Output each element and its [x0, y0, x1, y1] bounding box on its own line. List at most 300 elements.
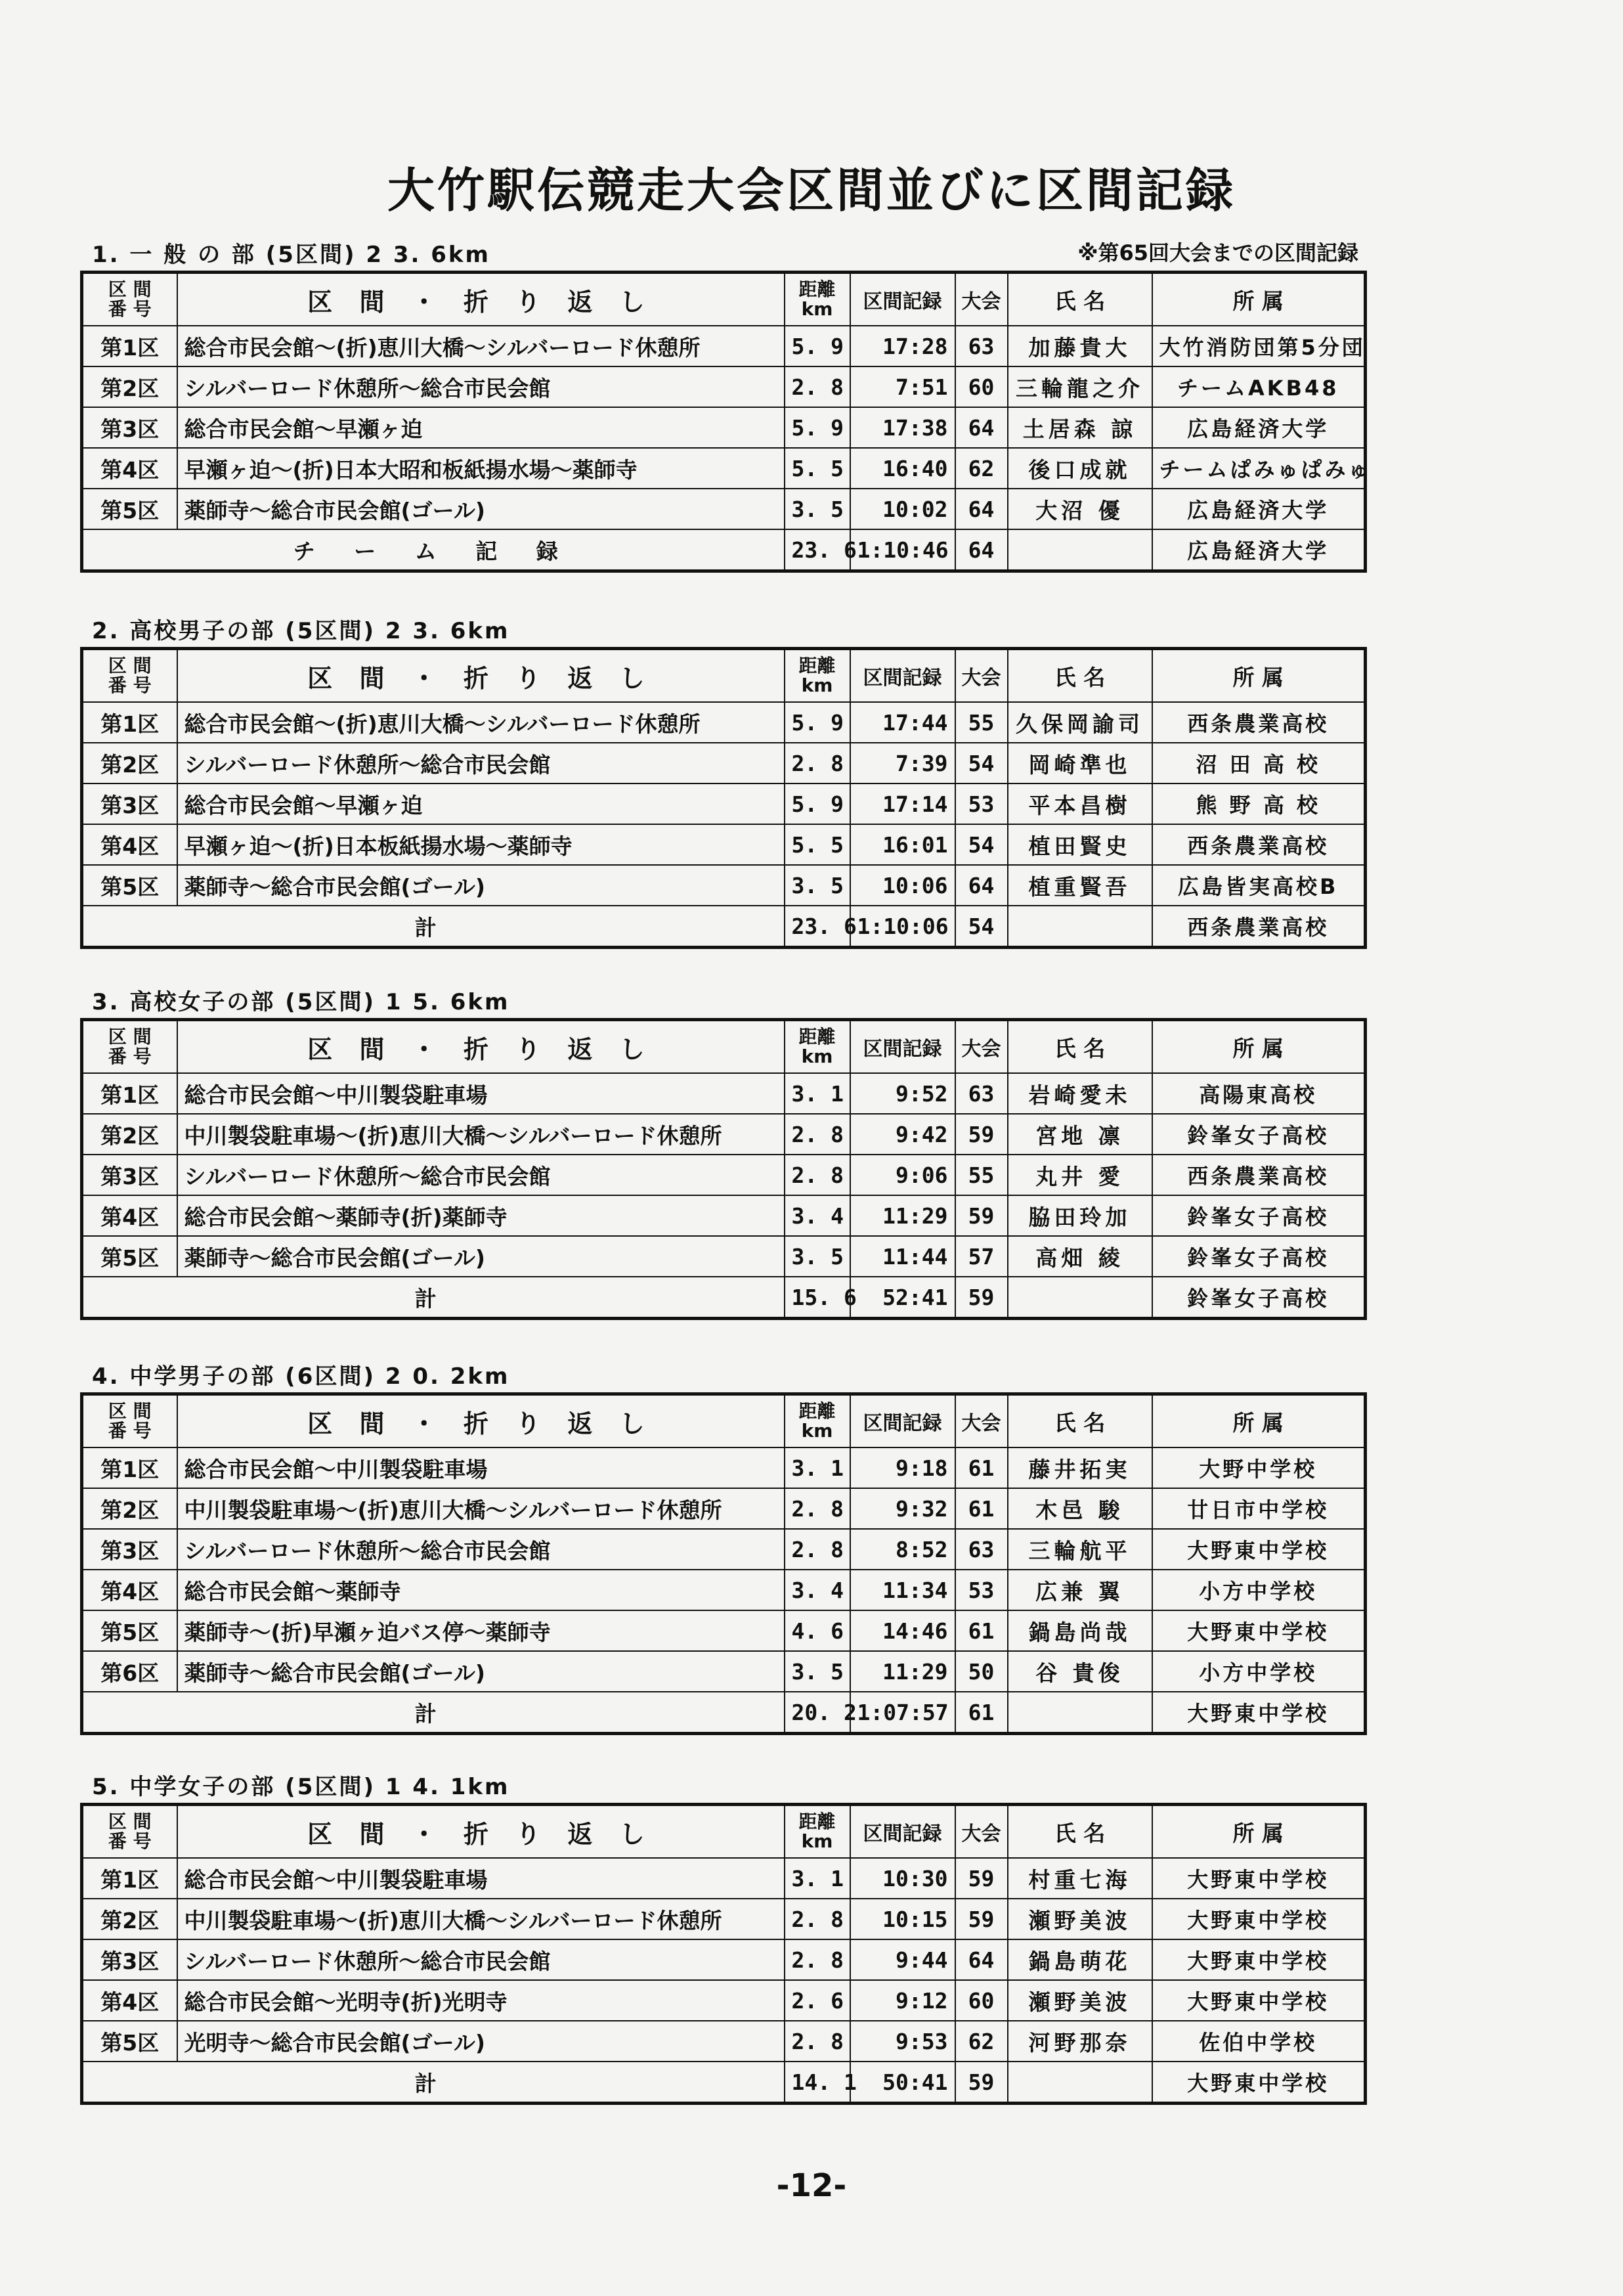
page-title: 大竹駅伝競走大会区間並びに区間記録	[387, 163, 1236, 218]
total-cell-runner-name	[1008, 1277, 1152, 1319]
cell-section-no: 第3区	[82, 407, 177, 448]
total-cell-affiliation: 西条農業高校	[1152, 906, 1366, 948]
record-section-1	[80, 231, 1372, 573]
header-section	[177, 649, 785, 703]
header-edition	[955, 649, 1008, 703]
header-record	[850, 273, 955, 326]
cell-runner-name: 藤井拓実	[1008, 1447, 1152, 1488]
table-row	[82, 1488, 1366, 1529]
table-row	[82, 1899, 1366, 1939]
record-section-5	[80, 1763, 1364, 2105]
cell-affiliation: 西条農業高校	[1152, 824, 1366, 865]
table-row	[82, 702, 1366, 743]
records-table	[80, 1803, 1367, 2105]
section-title: 1. 一 般 の 部 (5区間) 2 3. 6km	[92, 242, 490, 268]
header-record	[850, 1805, 955, 1859]
header-edition-text: 大会	[961, 1412, 1001, 1435]
cell-edition: 59	[955, 1899, 1008, 1939]
header-name-text: 氏 名	[1054, 288, 1106, 314]
cell-affiliation: 小方中学校	[1152, 1651, 1366, 1692]
header-section-text: 区 間 ・ 折 り 返 し	[307, 1034, 654, 1064]
header-record-text: 区間記録	[863, 1038, 942, 1061]
header-section-no	[82, 649, 177, 703]
record-section-3	[80, 979, 1364, 1320]
cell-distance: 2. 8	[785, 1488, 850, 1529]
header-affiliation-text: 所 属	[1232, 664, 1284, 690]
cell-affiliation: 大野東中学校	[1152, 1980, 1366, 2021]
cell-affiliation: チームぱみゅぱみゅ	[1152, 448, 1366, 489]
cell-section-route: シルバーロード休憩所～総合市民会館	[177, 1939, 785, 1980]
cell-edition: 59	[955, 1858, 1008, 1899]
cell-runner-name: 岩崎愛未	[1008, 1073, 1152, 1114]
cell-runner-name: 瀬野美波	[1008, 1980, 1152, 2021]
header-record-text: 区間記録	[863, 667, 942, 690]
cell-affiliation: 鈴峯女子高校	[1152, 1114, 1366, 1155]
header-edition	[955, 273, 1008, 326]
cell-distance: 5. 5	[785, 824, 850, 865]
cell-distance: 2. 8	[785, 743, 850, 784]
cell-affiliation: 小方中学校	[1152, 1570, 1366, 1610]
cell-runner-name: 村重七海	[1008, 1858, 1152, 1899]
cell-section-route: 中川製袋駐車場～(折)恵川大橋～シルバーロード休憩所	[177, 1114, 785, 1155]
cell-section-route: シルバーロード休憩所～総合市民会館	[177, 1529, 785, 1570]
cell-record: 10:30	[850, 1858, 955, 1899]
header-name	[1008, 649, 1152, 703]
header-edition	[955, 1394, 1008, 1448]
cell-edition: 60	[955, 1980, 1008, 2021]
table-row	[82, 366, 1366, 407]
table-header-row	[82, 1805, 1366, 1859]
section-title: 5. 中学女子の部 (5区間) 1 4. 1km	[92, 1774, 510, 1800]
cell-affiliation: 大野東中学校	[1152, 1939, 1366, 1980]
cell-affiliation: 西条農業高校	[1152, 1155, 1366, 1195]
cell-section-route: 総合市民会館～(折)恵川大橋～シルバーロード休憩所	[177, 326, 785, 366]
total-cell-affiliation: 鈴峯女子高校	[1152, 1277, 1366, 1319]
total-cell-affiliation: 大野東中学校	[1152, 2062, 1366, 2104]
cell-edition: 57	[955, 1236, 1008, 1277]
table-row	[82, 1939, 1366, 1980]
cell-section-no: 第2区	[82, 1488, 177, 1529]
cell-distance: 3. 4	[785, 1195, 850, 1236]
header-affiliation-text: 所 属	[1232, 1820, 1284, 1846]
cell-record: 16:01	[850, 824, 955, 865]
cell-section-no: 第4区	[82, 1980, 177, 2021]
cell-section-route: 総合市民会館～薬師寺	[177, 1570, 785, 1610]
total-cell-distance: 20. 2	[785, 1692, 850, 1734]
cell-affiliation: 熊 野 高 校	[1152, 784, 1366, 824]
header-section-no	[82, 1805, 177, 1859]
total-cell-affiliation: 大野東中学校	[1152, 1692, 1366, 1734]
cell-record: 9:44	[850, 1939, 955, 1980]
cell-affiliation: 大竹消防団第5分団	[1152, 326, 1366, 366]
table-row	[82, 2021, 1366, 2062]
cell-affiliation: 鈴峯女子高校	[1152, 1195, 1366, 1236]
records-table	[80, 271, 1372, 573]
total-cell-edition: 59	[955, 2062, 1008, 2104]
cell-section-no: 第5区	[82, 1236, 177, 1277]
cell-affiliation: 鈴峯女子高校	[1152, 1236, 1366, 1277]
cell-edition: 64	[955, 1939, 1008, 1980]
table-row	[82, 1114, 1366, 1155]
cell-section-no: 第1区	[82, 702, 177, 743]
header-section-no	[82, 1394, 177, 1448]
cell-section-no: 第2区	[82, 1114, 177, 1155]
total-cell-record: 50:41	[850, 2062, 955, 2104]
cell-record: 9:42	[850, 1114, 955, 1155]
record-section-4	[80, 1353, 1364, 1735]
header-distance-text: km	[801, 1046, 833, 1067]
total-row	[82, 529, 1366, 571]
header-section-no-text: 区 間	[108, 278, 152, 300]
cell-section-route: 総合市民会館～(折)恵川大橋～シルバーロード休憩所	[177, 702, 785, 743]
cell-distance: 5. 9	[785, 784, 850, 824]
cell-section-route: 中川製袋駐車場～(折)恵川大橋～シルバーロード休憩所	[177, 1899, 785, 1939]
cell-record: 17:28	[850, 326, 955, 366]
cell-affiliation: 佐伯中学校	[1152, 2021, 1366, 2062]
record-section-2	[80, 607, 1364, 949]
cell-runner-name: 谷 貴俊	[1008, 1651, 1152, 1692]
total-cell-runner-name	[1008, 1692, 1152, 1734]
cell-edition: 53	[955, 1570, 1008, 1610]
cell-affiliation: チームAKB48	[1152, 366, 1366, 407]
cell-section-no: 第5区	[82, 489, 177, 529]
cell-distance: 5. 5	[785, 448, 850, 489]
header-distance	[785, 1394, 850, 1448]
cell-affiliation: 大野東中学校	[1152, 1858, 1366, 1899]
cell-section-route: 薬師寺～総合市民会館(ゴール)	[177, 1651, 785, 1692]
cell-distance: 3. 5	[785, 1651, 850, 1692]
header-record	[850, 649, 955, 703]
table-row	[82, 326, 1366, 366]
total-cell-runner-name	[1008, 529, 1152, 571]
cell-section-route: 光明寺～総合市民会館(ゴール)	[177, 2021, 785, 2062]
cell-record: 8:52	[850, 1529, 955, 1570]
header-name	[1008, 1394, 1152, 1448]
header-section	[177, 1394, 785, 1448]
total-cell-distance: 23. 6	[785, 906, 850, 948]
table-row	[82, 1236, 1366, 1277]
cell-section-no: 第6区	[82, 1651, 177, 1692]
cell-edition: 55	[955, 1155, 1008, 1195]
cell-affiliation: 西条農業高校	[1152, 702, 1366, 743]
cell-record: 10:02	[850, 489, 955, 529]
cell-distance: 2. 8	[785, 1114, 850, 1155]
cell-runner-name: 鍋島尚哉	[1008, 1610, 1152, 1651]
header-record	[850, 1394, 955, 1448]
cell-section-no: 第1区	[82, 1858, 177, 1899]
cell-section-no: 第2区	[82, 366, 177, 407]
cell-runner-name: 瀬野美波	[1008, 1899, 1152, 1939]
page-number: -12-	[776, 2167, 847, 2204]
cell-edition: 59	[955, 1195, 1008, 1236]
header-record-text: 区間記録	[863, 1412, 942, 1435]
header-name-text: 氏 名	[1054, 664, 1106, 690]
header-section-no-text: 区 間	[108, 1811, 152, 1832]
cell-section-no: 第4区	[82, 1570, 177, 1610]
cell-runner-name: 木邑 駿	[1008, 1488, 1152, 1529]
header-section	[177, 273, 785, 326]
cell-section-no: 第3区	[82, 784, 177, 824]
header-section-text: 区 間 ・ 折 り 返 し	[307, 663, 654, 693]
cell-section-no: 第5区	[82, 2021, 177, 2062]
cell-runner-name: 高畑 綾	[1008, 1236, 1152, 1277]
cell-runner-name: 岡崎準也	[1008, 743, 1152, 784]
cell-section-route: シルバーロード休憩所～総合市民会館	[177, 1155, 785, 1195]
header-section-no	[82, 1020, 177, 1074]
cell-record: 17:38	[850, 407, 955, 448]
total-row	[82, 1692, 1366, 1734]
header-affiliation	[1152, 1394, 1366, 1448]
header-section-no-text: 番 号	[108, 1830, 152, 1852]
table-row	[82, 784, 1366, 824]
cell-section-route: 薬師寺～総合市民会館(ゴール)	[177, 1236, 785, 1277]
cell-record: 9:06	[850, 1155, 955, 1195]
cell-section-route: 薬師寺～総合市民会館(ゴール)	[177, 489, 785, 529]
header-distance	[785, 1805, 850, 1859]
cell-runner-name: 宮地 凛	[1008, 1114, 1152, 1155]
header-section-no-text: 番 号	[108, 298, 152, 320]
header-edition-text: 大会	[961, 1038, 1001, 1061]
cell-edition: 55	[955, 702, 1008, 743]
header-distance-text: km	[801, 1830, 833, 1852]
cell-distance: 3. 1	[785, 1447, 850, 1488]
total-label: 計	[82, 906, 785, 948]
header-distance	[785, 1020, 850, 1074]
cell-runner-name: 丸井 愛	[1008, 1155, 1152, 1195]
cell-record: 9:18	[850, 1447, 955, 1488]
cell-distance: 3. 5	[785, 489, 850, 529]
cell-record: 11:44	[850, 1236, 955, 1277]
table-row	[82, 1610, 1366, 1651]
cell-runner-name: 鍋島萌花	[1008, 1939, 1152, 1980]
total-cell-runner-name	[1008, 906, 1152, 948]
cell-edition: 59	[955, 1114, 1008, 1155]
header-distance-text: km	[801, 1420, 833, 1442]
cell-section-route: 総合市民会館～薬師寺(折)薬師寺	[177, 1195, 785, 1236]
total-row	[82, 2062, 1366, 2104]
cell-record: 9:52	[850, 1073, 955, 1114]
cell-edition: 64	[955, 407, 1008, 448]
cell-record: 11:34	[850, 1570, 955, 1610]
records-table	[80, 1018, 1367, 1320]
header-affiliation-text: 所 属	[1232, 288, 1284, 314]
total-label: チ ー ム 記 録	[82, 529, 785, 571]
cell-affiliation: 広島経済大学	[1152, 489, 1366, 529]
table-row	[82, 489, 1366, 529]
header-distance-text: km	[801, 298, 833, 320]
total-cell-affiliation: 広島経済大学	[1152, 529, 1366, 571]
table-header-row	[82, 1020, 1366, 1074]
header-section-text: 区 間 ・ 折 り 返 し	[307, 1409, 654, 1438]
header-name	[1008, 273, 1152, 326]
table-row	[82, 1073, 1366, 1114]
cell-section-route: 早瀬ヶ迫～(折)日本板紙揚水場～薬師寺	[177, 824, 785, 865]
cell-section-no: 第3区	[82, 1155, 177, 1195]
total-cell-record: 1:07:57	[850, 1692, 955, 1734]
cell-section-no: 第5区	[82, 1610, 177, 1651]
section-title: 2. 高校男子の部 (5区間) 2 3. 6km	[92, 618, 510, 644]
header-distance-text: km	[801, 674, 833, 696]
header-section-no-text: 区 間	[108, 1400, 152, 1422]
section-title: 4. 中学男子の部 (6区間) 2 0. 2km	[92, 1363, 510, 1390]
total-cell-record: 1:10:46	[850, 529, 955, 571]
cell-edition: 61	[955, 1610, 1008, 1651]
cell-section-route: 総合市民会館～早瀬ヶ迫	[177, 407, 785, 448]
header-section	[177, 1020, 785, 1074]
table-row	[82, 1195, 1366, 1236]
cell-section-route: シルバーロード休憩所～総合市民会館	[177, 743, 785, 784]
header-section-no-text: 番 号	[108, 674, 152, 696]
cell-record: 17:44	[850, 702, 955, 743]
cell-section-no: 第1区	[82, 326, 177, 366]
cell-section-route: 薬師寺～総合市民会館(ゴール)	[177, 865, 785, 906]
cell-distance: 3. 5	[785, 865, 850, 906]
cell-distance: 2. 8	[785, 1899, 850, 1939]
total-row	[82, 906, 1366, 948]
header-distance-text: 距離	[798, 655, 836, 676]
cell-record: 10:06	[850, 865, 955, 906]
cell-section-no: 第3区	[82, 1529, 177, 1570]
records-table	[80, 1392, 1367, 1735]
cell-section-route: シルバーロード休憩所～総合市民会館	[177, 366, 785, 407]
cell-affiliation: 沼 田 高 校	[1152, 743, 1366, 784]
cell-distance: 2. 8	[785, 2021, 850, 2062]
table-header-row	[82, 273, 1366, 326]
header-affiliation-text: 所 属	[1232, 1035, 1284, 1061]
table-row	[82, 1570, 1366, 1610]
header-affiliation	[1152, 649, 1366, 703]
header-affiliation	[1152, 1805, 1366, 1859]
cell-edition: 60	[955, 366, 1008, 407]
header-section-no-text: 区 間	[108, 655, 152, 676]
section-header	[80, 231, 1364, 271]
cell-distance: 2. 6	[785, 1980, 850, 2021]
cell-affiliation: 広島経済大学	[1152, 407, 1366, 448]
header-name-text: 氏 名	[1054, 1035, 1106, 1061]
cell-section-no: 第3区	[82, 1939, 177, 1980]
cell-distance: 2. 8	[785, 366, 850, 407]
total-cell-distance: 14. 1	[785, 2062, 850, 2104]
cell-section-no: 第2区	[82, 1899, 177, 1939]
header-name-text: 氏 名	[1054, 1820, 1106, 1846]
cell-record: 11:29	[850, 1651, 955, 1692]
cell-section-route: 総合市民会館～光明寺(折)光明寺	[177, 1980, 785, 2021]
cell-distance: 3. 1	[785, 1073, 850, 1114]
section-header	[80, 607, 1364, 647]
header-distance-text: 距離	[798, 1400, 836, 1422]
cell-section-route: 薬師寺～(折)早瀬ヶ迫バス停～薬師寺	[177, 1610, 785, 1651]
total-label: 計	[82, 1692, 785, 1734]
total-cell-edition: 64	[955, 529, 1008, 571]
cell-affiliation: 広島皆実高校B	[1152, 865, 1366, 906]
cell-edition: 54	[955, 743, 1008, 784]
total-cell-record: 1:10:06	[850, 906, 955, 948]
table-row	[82, 865, 1366, 906]
cell-distance: 4. 6	[785, 1610, 850, 1651]
cell-affiliation: 高陽東高校	[1152, 1073, 1366, 1114]
total-cell-record: 52:41	[850, 1277, 955, 1319]
cell-edition: 62	[955, 2021, 1008, 2062]
cell-record: 11:29	[850, 1195, 955, 1236]
cell-section-route: 早瀬ヶ迫～(折)日本大昭和板紙揚水場～薬師寺	[177, 448, 785, 489]
header-affiliation-text: 所 属	[1232, 1409, 1284, 1436]
cell-record: 9:12	[850, 1980, 955, 2021]
total-row	[82, 1277, 1366, 1319]
cell-distance: 5. 9	[785, 702, 850, 743]
cell-distance: 3. 4	[785, 1570, 850, 1610]
cell-runner-name: 加藤貴大	[1008, 326, 1152, 366]
cell-runner-name: 植田賢史	[1008, 824, 1152, 865]
cell-section-route: 総合市民会館～中川製袋駐車場	[177, 1073, 785, 1114]
cell-record: 7:39	[850, 743, 955, 784]
records-table	[80, 647, 1367, 949]
cell-runner-name: 植重賢吾	[1008, 865, 1152, 906]
cell-distance: 3. 5	[785, 1236, 850, 1277]
cell-record: 9:53	[850, 2021, 955, 2062]
cell-edition: 63	[955, 1529, 1008, 1570]
header-name-text: 氏 名	[1054, 1409, 1106, 1436]
cell-runner-name: 三輪龍之介	[1008, 366, 1152, 407]
cell-record: 7:51	[850, 366, 955, 407]
header-distance-text: 距離	[798, 1811, 836, 1832]
cell-section-no: 第5区	[82, 865, 177, 906]
header-edition-text: 大会	[961, 1822, 1001, 1845]
cell-runner-name: 平本昌樹	[1008, 784, 1152, 824]
cell-runner-name: 久保岡諭司	[1008, 702, 1152, 743]
cell-affiliation: 大野東中学校	[1152, 1899, 1366, 1939]
cell-distance: 2. 8	[785, 1529, 850, 1570]
header-section-no-text: 番 号	[108, 1046, 152, 1067]
cell-record: 16:40	[850, 448, 955, 489]
header-distance	[785, 273, 850, 326]
section-header	[80, 1763, 1364, 1803]
cell-edition: 61	[955, 1488, 1008, 1529]
section-header	[80, 1353, 1364, 1392]
cell-edition: 53	[955, 784, 1008, 824]
cell-runner-name: 広兼 翼	[1008, 1570, 1152, 1610]
header-distance-text: 距離	[798, 278, 836, 300]
cell-runner-name: 土居森 諒	[1008, 407, 1152, 448]
table-row	[82, 407, 1366, 448]
cell-distance: 5. 9	[785, 326, 850, 366]
cell-section-no: 第2区	[82, 743, 177, 784]
cell-section-no: 第4区	[82, 448, 177, 489]
cell-affiliation: 大野東中学校	[1152, 1610, 1366, 1651]
cell-section-no: 第1区	[82, 1447, 177, 1488]
cell-record: 17:14	[850, 784, 955, 824]
section-header	[80, 979, 1364, 1018]
total-cell-runner-name	[1008, 2062, 1152, 2104]
total-cell-edition: 54	[955, 906, 1008, 948]
header-record	[850, 1020, 955, 1074]
cell-distance: 2. 8	[785, 1155, 850, 1195]
table-header-row	[82, 649, 1366, 703]
cell-section-route: 総合市民会館～中川製袋駐車場	[177, 1447, 785, 1488]
section-note: ※第65回大会までの区間記録	[1077, 240, 1358, 265]
cell-edition: 64	[955, 489, 1008, 529]
header-record-text: 区間記録	[863, 290, 942, 313]
header-edition-text: 大会	[961, 667, 1001, 690]
header-section	[177, 1805, 785, 1859]
table-row	[82, 1155, 1366, 1195]
header-affiliation	[1152, 273, 1366, 326]
table-row	[82, 1858, 1366, 1899]
header-section-no-text: 区 間	[108, 1026, 152, 1048]
cell-runner-name: 大沼 優	[1008, 489, 1152, 529]
header-section-no-text: 番 号	[108, 1420, 152, 1442]
header-name	[1008, 1805, 1152, 1859]
header-edition	[955, 1805, 1008, 1859]
